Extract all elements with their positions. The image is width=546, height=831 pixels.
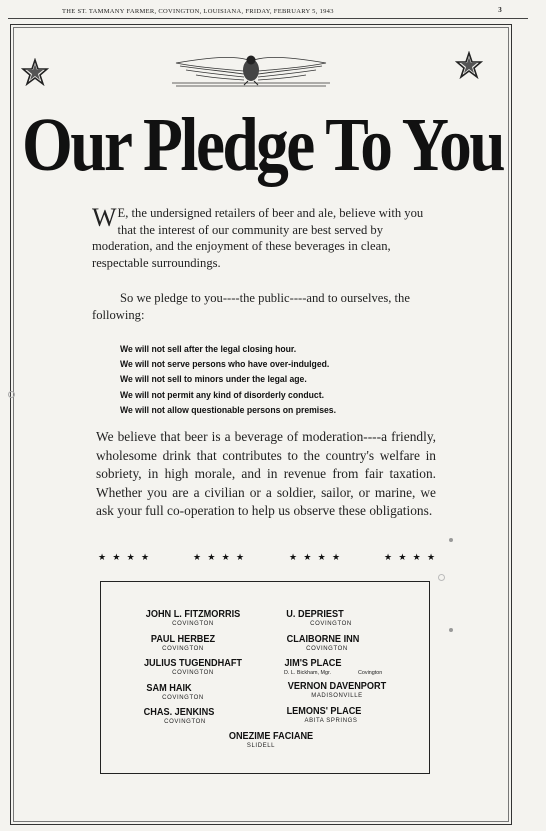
pledge-item: We will not sell to minors under the legal age. [120, 373, 307, 385]
masthead-rule [8, 18, 528, 19]
eagle-emblem-icon [166, 53, 336, 89]
star-group: ★ ★ ★ ★ [384, 552, 438, 562]
print-speck [449, 628, 453, 632]
pledge-list [120, 341, 414, 417]
star-icon [455, 51, 483, 79]
signer-name: SAM HAIK [146, 683, 192, 694]
star-icon [21, 58, 49, 86]
signer-name: U. DEPRIEST [286, 609, 344, 620]
pledge-item: We will not serve persons who have over-indulged. [120, 358, 330, 370]
star-group: ★ ★ ★ ★ [193, 552, 247, 562]
masthead-text: THE ST. TAMMANY FARMER, COVINGTON, LOUISIANA, FRIDAY, FEBRUARY 5, 1943 [62, 8, 334, 15]
star-group: ★ ★ ★ ★ [98, 552, 152, 562]
closing-paragraph: We believe that beer is a beverage of moderation----a friendly, wholesome drink that contributes to the country's welfare in sobriety, in high morale, and in revenue from fair taxation. Whether you are a civilian or a soldier, sailor, or marine, we ask your full co-operation to help us observe these obligations. [96, 429, 436, 518]
pledge-item: We will not sell after the legal closing hour. [120, 343, 297, 354]
signer-town: Covington [358, 670, 383, 676]
signer-name: PAUL HERBEZ [150, 634, 216, 645]
signer-town: COVINGTON [164, 719, 206, 725]
pledge-item: We will not permit any kind of disorderly conduct. [120, 388, 324, 400]
page-number: 3 [498, 6, 502, 14]
signer-name: CHAS. JENKINS [143, 707, 215, 718]
signer-town: ABITA SPRINGS [304, 718, 358, 724]
print-speck [8, 391, 15, 398]
signer-name: VERNON DAVENPORT [287, 681, 387, 692]
intro-paragraph [92, 205, 444, 271]
signer-name: LEMONS' PLACE [286, 706, 362, 717]
signer-manager: D. L. Bickham, Mgr. [284, 670, 332, 676]
signer-town: COVINGTON [310, 621, 352, 627]
signer-name: JULIUS TUGENDHAFT [143, 658, 243, 669]
signer-town: COVINGTON [162, 646, 204, 652]
star-group: ★ ★ ★ ★ [289, 552, 343, 562]
pledge-intro: So we pledge to you----the public----and to ourselves, the following: [92, 291, 410, 322]
drop-cap: W [92, 203, 117, 232]
signer-name: JOHN L. FITZMORRIS [145, 609, 241, 620]
signer-name: JIM'S PLACE [284, 658, 342, 669]
print-speck [449, 538, 453, 542]
signer-name: ONEZIME FACIANE [228, 731, 314, 742]
signer-town: COVINGTON [172, 621, 214, 627]
pledge-item: We will not allow questionable persons on premises. [120, 403, 336, 415]
signer-town: COVINGTON [172, 670, 214, 676]
signer-town: COVINGTON [306, 646, 348, 652]
signer-town: SLIDELL [246, 743, 276, 749]
signer-name: CLAIBORNE INN [286, 634, 360, 645]
print-speck [438, 574, 445, 581]
signer-town: MADISONVILLE [311, 693, 363, 699]
intro-text: E, the undersigned retailers of beer and ale, believe with you that the interest of our community are best served by moderation, and the enjoyment of these beverages in clean, respectable surroundings. [92, 206, 424, 270]
page-title: Our Pledge To You [22, 103, 503, 187]
signer-town: COVINGTON [162, 695, 204, 701]
